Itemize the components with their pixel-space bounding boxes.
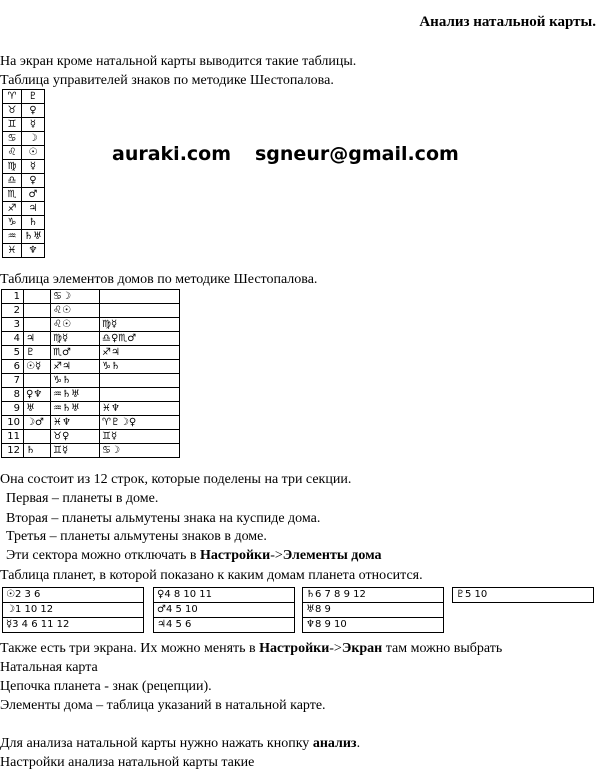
house-number-cell: 2 xyxy=(2,304,24,318)
house-planets-cell xyxy=(24,430,51,444)
house-planets-cell: ♃ xyxy=(24,332,51,346)
house-sign-almuten-cell: ♊☿ xyxy=(100,430,180,444)
house-cusp-almuten-cell: ♑♄ xyxy=(51,374,100,388)
house-row xyxy=(2,318,180,332)
house-number-cell: 4 xyxy=(2,332,24,346)
ruler-cell: ♄ xyxy=(22,216,45,230)
house-row xyxy=(2,374,180,388)
house-planets-cell xyxy=(24,318,51,332)
sign-cell: ♋ xyxy=(3,132,22,146)
house-row xyxy=(2,416,180,430)
house-sign-almuten-cell: ♍☿ xyxy=(100,318,180,332)
house-row xyxy=(2,346,180,360)
ruler-cell: ♃ xyxy=(22,202,45,216)
disable-sections-note: Эти сектора можно отключать в Настройки->Элементы дома xyxy=(6,548,382,563)
planet-houses-entry: ♆8 9 10 xyxy=(306,619,347,630)
ruler-row xyxy=(3,188,45,202)
ruler-row xyxy=(3,104,45,118)
ruler-cell: ☽ xyxy=(22,132,45,146)
sign-cell: ♎ xyxy=(3,174,22,188)
sign-cell: ♓ xyxy=(3,244,22,258)
sections-description: Она состоит из 12 строк, которые поделены на три секции. xyxy=(0,472,352,487)
planet-column-1 xyxy=(2,587,144,633)
house-sign-almuten-cell: ♐♃ xyxy=(100,346,180,360)
house-sign-almuten-cell xyxy=(100,374,180,388)
house-sign-almuten-cell xyxy=(100,290,180,304)
planet-houses-entry: ☿3 4 6 11 12 xyxy=(6,619,70,630)
planet-column-4 xyxy=(452,587,594,603)
house-number-cell: 12 xyxy=(2,444,24,458)
house-sign-almuten-cell: ♋☽ xyxy=(100,444,180,458)
house-planets-cell xyxy=(24,374,51,388)
planet-houses-entry: ♄6 7 8 9 12 xyxy=(303,588,443,603)
sign-cell: ♑ xyxy=(3,216,22,230)
ruler-row xyxy=(3,160,45,174)
ruler-cell: ☿ xyxy=(22,160,45,174)
house-planets-cell: ♄ xyxy=(24,444,51,458)
ruler-row xyxy=(3,174,45,188)
house-cusp-almuten-cell: ♒♄♅ xyxy=(51,388,100,402)
planet-houses-entry: ♇5 10 xyxy=(456,589,488,600)
ruler-cell: ♄♅ xyxy=(22,230,45,244)
house-number-cell: 1 xyxy=(2,290,24,304)
ruler-row xyxy=(3,90,45,104)
planet-houses-entry: ♀4 8 10 11 xyxy=(154,588,294,603)
house-planets-cell xyxy=(24,290,51,304)
ruler-row xyxy=(3,132,45,146)
houses-caption: Таблица элементов домов по методике Шестопалова. xyxy=(0,272,318,287)
screen-option-chain: Цепочка планета - знак (рецепции). xyxy=(0,679,212,694)
sign-cell: ♍ xyxy=(3,160,22,174)
ruler-row xyxy=(3,216,45,230)
sign-cell: ♈ xyxy=(3,90,22,104)
ruler-row xyxy=(3,230,45,244)
house-cusp-almuten-cell: ♓♆ xyxy=(51,416,100,430)
house-sign-almuten-cell: ♈♇☽♀ xyxy=(100,416,180,430)
analysis-settings-text: Настройки анализа натальной карты такие xyxy=(0,755,255,770)
section-third: Третья – планеты альмутены знаков в доме. xyxy=(6,529,267,544)
house-cusp-almuten-cell: ♐♃ xyxy=(51,360,100,374)
screens-note: Также есть три экрана. Их можно менять в Настройки->Экран там можно выбрать xyxy=(0,641,503,656)
sign-rulers-table xyxy=(2,89,45,258)
house-number-cell: 6 xyxy=(2,360,24,374)
house-number-cell: 3 xyxy=(2,318,24,332)
settings-menu-ref: Настройки xyxy=(259,641,330,656)
planet-houses-entry: ☽1 10 12 xyxy=(3,603,143,618)
ruler-row xyxy=(3,118,45,132)
sign-cell: ♊ xyxy=(3,118,22,132)
house-number-cell: 10 xyxy=(2,416,24,430)
analysis-button-ref: анализ xyxy=(312,736,357,751)
settings-menu-ref: Настройки xyxy=(200,548,271,563)
ruler-cell: ♇ xyxy=(22,90,45,104)
planet-column-3 xyxy=(302,587,444,633)
sign-cell: ♉ xyxy=(3,104,22,118)
ruler-cell: ♀ xyxy=(22,174,45,188)
house-cusp-almuten-cell: ♒♄♅ xyxy=(51,402,100,416)
house-row xyxy=(2,290,180,304)
planet-houses-entry: ♅8 9 xyxy=(303,603,443,618)
house-sign-almuten-cell: ♑♄ xyxy=(100,360,180,374)
rulers-caption: Таблица управителей знаков по методике Шестопалова. xyxy=(0,73,334,88)
house-number-cell: 9 xyxy=(2,402,24,416)
planet-houses-entry: ♃4 5 6 xyxy=(157,619,192,630)
house-row xyxy=(2,430,180,444)
ruler-cell: ☿ xyxy=(22,118,45,132)
house-row xyxy=(2,444,180,458)
house-cusp-almuten-cell: ♉♀ xyxy=(51,430,100,444)
sign-cell: ♏ xyxy=(3,188,22,202)
house-planets-cell: ♀♆ xyxy=(24,388,51,402)
house-cusp-almuten-cell: ♌☉ xyxy=(51,318,100,332)
house-elements-table xyxy=(1,289,180,458)
page-title: Анализ натальной карты. xyxy=(419,14,596,30)
house-sign-almuten-cell xyxy=(100,388,180,402)
planet-houses-entry: ♂4 5 10 xyxy=(154,603,294,618)
planet-column-2 xyxy=(153,587,295,633)
house-number-cell: 7 xyxy=(2,374,24,388)
watermark-site: auraki.com xyxy=(112,143,232,165)
ruler-row xyxy=(3,202,45,216)
ruler-row xyxy=(3,244,45,258)
house-planets-cell: ♅ xyxy=(24,402,51,416)
house-elements-menu-ref: Элементы дома xyxy=(282,548,382,563)
house-sign-almuten-cell xyxy=(100,304,180,318)
ruler-row xyxy=(3,146,45,160)
intro-text: На экран кроме натальной карты выводится такие таблицы. xyxy=(0,54,357,69)
house-cusp-almuten-cell: ♋☽ xyxy=(51,290,100,304)
house-row xyxy=(2,332,180,346)
house-cusp-almuten-cell: ♌☉ xyxy=(51,304,100,318)
house-number-cell: 8 xyxy=(2,388,24,402)
analysis-note: Для анализа натальной карты нужно нажать кнопку анализ. xyxy=(0,736,361,751)
sign-cell: ♒ xyxy=(3,230,22,244)
ruler-cell: ♀ xyxy=(22,104,45,118)
house-planets-cell: ☽♂ xyxy=(24,416,51,430)
house-cusp-almuten-cell: ♊☿ xyxy=(51,444,100,458)
watermark-email: sgneur@gmail.com xyxy=(255,143,459,165)
sign-cell: ♐ xyxy=(3,202,22,216)
house-planets-cell xyxy=(24,304,51,318)
house-row xyxy=(2,388,180,402)
screen-option-natal: Натальная карта xyxy=(0,660,98,675)
planets-caption: Таблица планет, в которой показано к каким домам планета относится. xyxy=(0,568,423,583)
house-planets-cell: ♇ xyxy=(24,346,51,360)
house-number-cell: 11 xyxy=(2,430,24,444)
house-sign-almuten-cell: ♎♀♏♂ xyxy=(100,332,180,346)
sign-cell: ♌ xyxy=(3,146,22,160)
planet-houses-entry: ☉2 3 6 xyxy=(3,588,143,603)
house-cusp-almuten-cell: ♏♂ xyxy=(51,346,100,360)
house-row xyxy=(2,304,180,318)
house-number-cell: 5 xyxy=(2,346,24,360)
screen-menu-ref: Экран xyxy=(341,641,383,656)
section-second: Вторая – планеты альмутены знака на куспиде дома. xyxy=(6,511,321,526)
house-row xyxy=(2,402,180,416)
section-first: Первая – планеты в доме. xyxy=(6,491,159,506)
house-row xyxy=(2,360,180,374)
house-cusp-almuten-cell: ♍☿ xyxy=(51,332,100,346)
screen-option-elements: Элементы дома – таблица указаний в натальной карте. xyxy=(0,698,326,713)
ruler-cell: ♂ xyxy=(22,188,45,202)
house-planets-cell: ☉☿ xyxy=(24,360,51,374)
house-sign-almuten-cell: ♓♆ xyxy=(100,402,180,416)
ruler-cell: ♆ xyxy=(22,244,45,258)
ruler-cell: ☉ xyxy=(22,146,45,160)
